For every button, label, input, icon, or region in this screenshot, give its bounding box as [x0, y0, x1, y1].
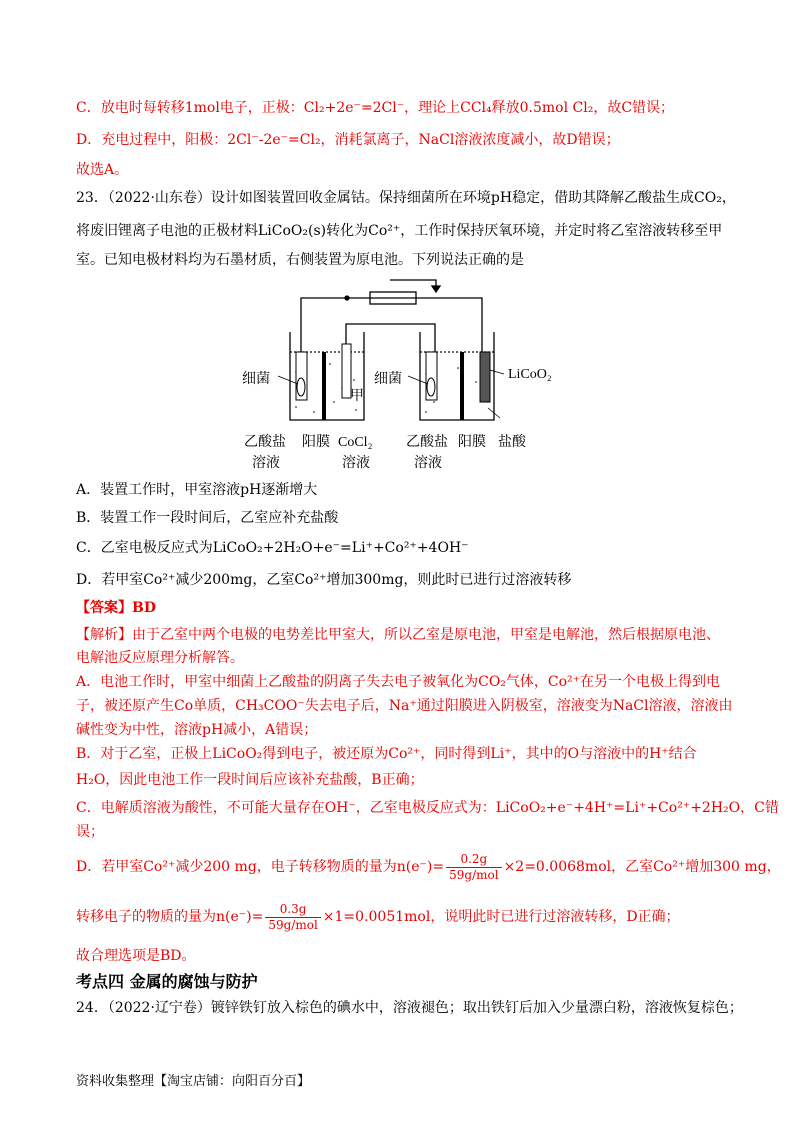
- analysis-line-11-end: ×1=0.0051mol，说明此时已进行过溶液转移，D正确；: [322, 909, 680, 925]
- analysis-line-7: H₂O，因此电池工作一段时间后应该补充盐酸，B正确；: [76, 772, 424, 788]
- analysis-line-5: 碱性变为中性，溶液pH减小，A错误；: [76, 722, 318, 738]
- analysis-conclusion: 故合理选项是BD。: [76, 948, 196, 964]
- rheostat-arrow: [432, 286, 440, 292]
- footer-text: 资料收集整理【淘宝店铺：向阳百分百】: [76, 1074, 311, 1089]
- analysis-line-1: 【解析】由于乙室中两个电极的电势差比甲室大，所以乙室是原电池，甲室是电解池，然后根据原电池、: [76, 627, 720, 643]
- option-c-previous: C．放电时每转移1mol电子，正极：Cl₂+2e⁻=2Cl⁻，理论上CCl₄释放0.5mol Cl₂，故C错误；: [76, 100, 675, 116]
- analysis-line-2: 电解池反应原理分析解答。: [76, 650, 244, 666]
- fraction-denominator: 59g/mol: [449, 867, 499, 882]
- right-bacteria-label: 细菌: [374, 372, 402, 387]
- fraction-numerator: 0.2g: [446, 852, 501, 868]
- fraction-0.3: [265, 902, 320, 933]
- left-bacteria-label: 细菌: [242, 372, 270, 387]
- right-bacteria-body: [427, 378, 435, 396]
- inner-wire: [346, 324, 435, 352]
- left-acetate-label: 乙酸盐: [244, 435, 286, 450]
- analysis-line-8: C．电解质溶液为酸性，不可能大量存在OH⁻，乙室电极反应式为：LiCoO₂+e⁻+4H⁺=Li⁺+Co²⁺+2H₂O，C错: [76, 800, 779, 816]
- option-d-previous: D．充电过程中，阳极：2Cl⁻-2e⁻=Cl₂，消耗氯离子，NaCl溶液浓度减小，故D错误；: [76, 132, 620, 148]
- answer-label: 【答案】BD: [76, 600, 156, 616]
- hydrochloric-acid-label: 盐酸: [498, 435, 526, 450]
- left-membrane: [322, 352, 326, 420]
- analysis-line-10-end: ×2=0.0068mol，乙室Co²⁺增加300 mg，: [503, 859, 781, 875]
- analysis-line-10-start: D．若甲室Co²⁺减少200 mg，电子转移物质的量为n(e⁻)=: [76, 859, 445, 875]
- junction: [345, 296, 349, 300]
- apparatus-diagram: [230, 262, 570, 477]
- rheostat-slider: [390, 280, 436, 292]
- analysis-line-10: [76, 850, 781, 884]
- option-a: A．装置工作时，甲室溶液pH逐渐增大: [76, 482, 318, 498]
- left-outer-wire: [301, 298, 482, 352]
- analysis-line-9: 误；: [76, 824, 104, 840]
- analysis-line-3: A．电池工作时，甲室中细菌上乙酸盐的阴离子失去电子被氧化为CO₂气体，Co²⁺在另一个电极上得到电: [76, 674, 721, 690]
- question-23-line-3: 室。已知电极材料均为石墨材质，右侧装置为原电池。下列说法正确的是: [76, 252, 524, 268]
- analysis-line-11: [76, 900, 680, 934]
- left-membrane-label: 阳膜: [302, 435, 330, 450]
- option-c: C．乙室电极反应式为LiCoO₂+2H₂O+e⁻=Li⁺+Co²⁺+4OH⁻: [76, 540, 469, 556]
- right-membrane: [460, 352, 464, 420]
- right-membrane-label: 阳膜: [458, 435, 486, 450]
- licoo2-electrode: [480, 352, 490, 402]
- previous-answer: 故选A。: [76, 162, 129, 178]
- cocl2-label: CoCl₂: [338, 435, 373, 450]
- left-acetate-solution-label: 溶液: [252, 456, 280, 471]
- left-bacteria-body: [297, 378, 305, 396]
- question-23-line-2: 将废旧锂离子电池的正极材料LiCoO₂(s)转化为Co²⁺，工作时保持厌氧环境，并定时将乙室溶液转移至甲: [76, 223, 723, 239]
- fraction-denominator: 59g/mol: [268, 917, 318, 932]
- jia-label: 甲: [350, 389, 364, 404]
- fraction-numerator: 0.3g: [265, 902, 320, 918]
- analysis-line-4: 子，被还原产生Co单质，CH₃COO⁻失去电子后，Na⁺通过阳膜进入阴极室，溶液变为NaCl溶液，溶液由: [76, 698, 733, 714]
- licoo2-label: LiCoO₂: [508, 367, 552, 382]
- cocl2-solution-label: 溶液: [342, 456, 370, 471]
- option-d: D．若甲室Co²⁺减少200mg，乙室Co²⁺增加300mg，则此时已进行过溶液转移: [76, 572, 572, 588]
- question-24: 24．（2022·辽宁卷）镀锌铁钉放入棕色的碘水中，溶液褪色；取出铁钉后加入少量漂白粉，溶液恢复棕色；: [76, 1000, 743, 1016]
- right-acetate-solution-label: 溶液: [414, 456, 442, 471]
- section-heading: 考点四 金属的腐蚀与防护: [76, 972, 258, 991]
- analysis-line-6: B．对于乙室，正极上LiCoO₂得到电子，被还原为Co²⁺，同时得到Li⁺，其中的O与溶液中的H⁺结合: [76, 746, 697, 762]
- fraction-0.2: [446, 852, 501, 883]
- question-23-line-1: 23．（2022·山东卷）设计如图装置回收金属钴。保持细菌所在环境pH稳定，借助其降解乙酸盐生成CO₂，: [76, 190, 736, 206]
- option-b: B．装置工作一段时间后，乙室应补充盐酸: [76, 510, 339, 526]
- analysis-line-11-start: 转移电子的物质的量为n(e⁻)=: [76, 909, 264, 925]
- right-acetate-label: 乙酸盐: [406, 435, 448, 450]
